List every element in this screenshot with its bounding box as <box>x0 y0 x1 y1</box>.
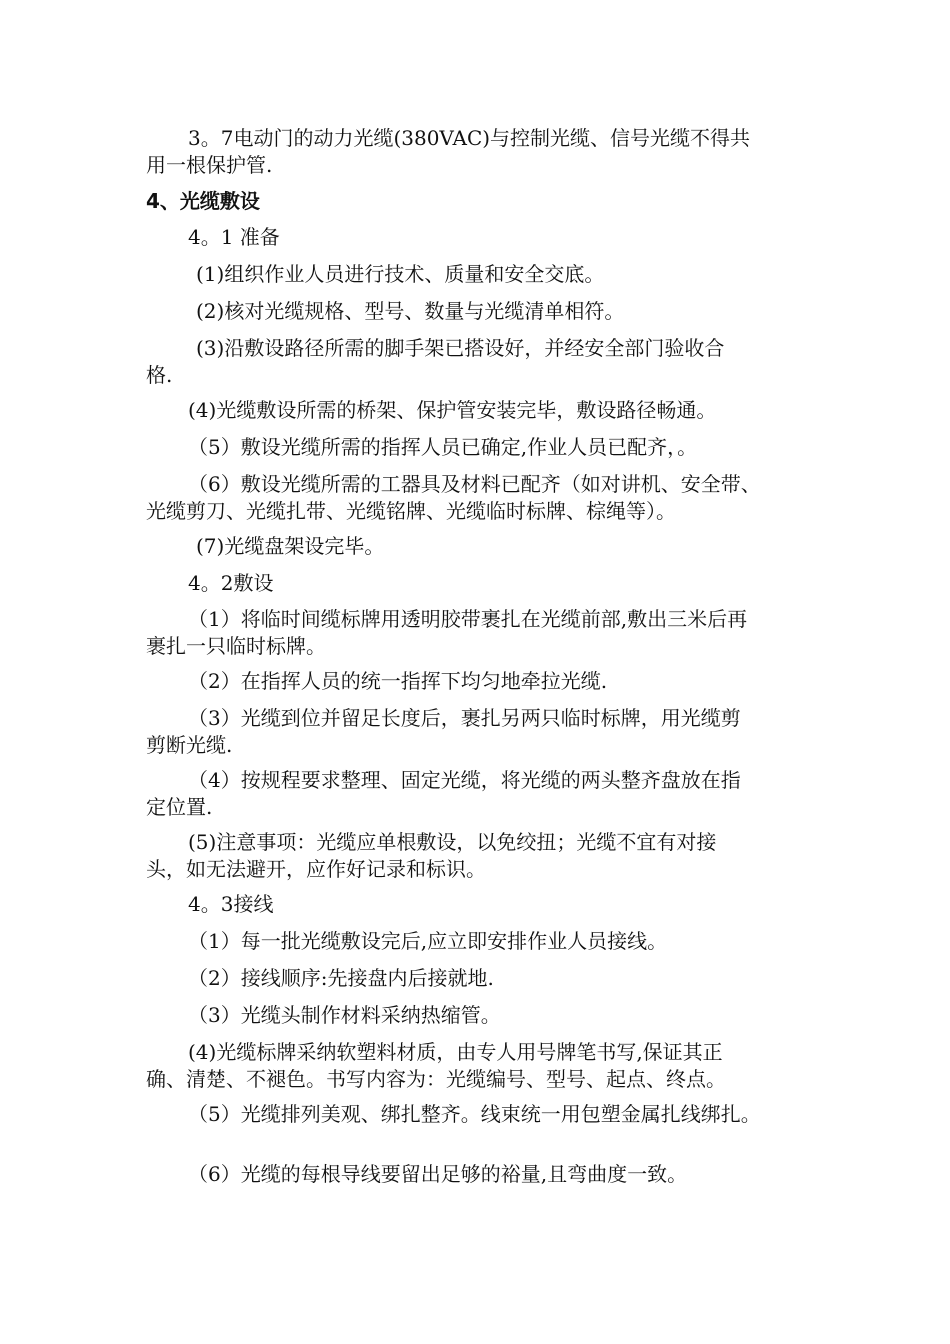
subsection-heading: 4。3接线 <box>188 892 274 916</box>
text-line: (3)沿敷设路径所需的脚手架已搭设好，并经安全部门验收合 <box>196 336 725 360</box>
text-line: (7)光缆盘架设完毕。 <box>196 534 385 558</box>
text-line: 裹扎一只临时标牌。 <box>146 634 326 658</box>
text-line: （2）接线顺序:先接盘内后接就地. <box>188 966 494 990</box>
text-line: 3。7电动门的动力光缆(380VAC)与控制光缆、信号光缆不得共 <box>188 126 751 150</box>
text-line: （1）每一批光缆敷设完后,应立即安排作业人员接线。 <box>188 929 668 953</box>
text-line: 剪断光缆. <box>146 733 233 757</box>
text-line: （1）将临时间缆标牌用透明胶带裹扎在光缆前部,敷出三米后再 <box>188 607 748 631</box>
text-line: （5）敷设光缆所需的指挥人员已确定,作业人员已配齐，。 <box>188 435 698 459</box>
text-line: 用一根保护管. <box>146 153 273 177</box>
text-line: 定位置. <box>146 795 213 819</box>
text-line: (4)光缆敷设所需的桥架、保护管安装完毕，敷设路径畅通。 <box>188 398 717 422</box>
text-line: (4)光缆标牌采纳软塑料材质，由专人用号牌笔书写,保证其正 <box>188 1040 723 1064</box>
subsection-heading: 4。1 准备 <box>188 225 280 249</box>
text-line: （2）在指挥人员的统一指挥下均匀地牵拉光缆. <box>188 669 608 693</box>
text-line: （5）光缆排列美观、绑扎整齐。线束统一用包塑金属扎线绑扎。 <box>188 1102 761 1126</box>
text-line: (1)组织作业人员进行技术、质量和安全交底。 <box>196 262 605 286</box>
text-line: （6）敷设光缆所需的工器具及材料已配齐（如对讲机、安全带、 <box>188 472 761 496</box>
text-line: 确、清楚、不褪色。书写内容为：光缆编号、型号、起点、终点。 <box>146 1067 726 1091</box>
text-line: (5)注意事项：光缆应单根敷设，以免绞扭；光缆不宜有对接 <box>188 830 717 854</box>
text-line: (2)核对光缆规格、型号、数量与光缆清单相符。 <box>196 299 625 323</box>
text-line: （6）光缆的每根导线要留出足够的裕量,且弯曲度一致。 <box>188 1162 688 1186</box>
text-line: （3）光缆到位并留足长度后，裹扎另两只临时标牌，用光缆剪 <box>188 706 741 730</box>
text-line: （3）光缆头制作材料采纳热缩管。 <box>188 1003 501 1027</box>
section-heading: 4、光缆敷设 <box>146 189 260 213</box>
subsection-heading: 4。2敷设 <box>188 571 274 595</box>
text-line: 光缆剪刀、光缆扎带、光缆铭牌、光缆临时标牌、棕绳等）。 <box>146 499 676 523</box>
text-line: （4）按规程要求整理、固定光缆，将光缆的两头整齐盘放在指 <box>188 768 741 792</box>
text-line: 头，如无法避开，应作好记录和标识。 <box>146 857 486 881</box>
text-line: 格. <box>146 363 173 387</box>
